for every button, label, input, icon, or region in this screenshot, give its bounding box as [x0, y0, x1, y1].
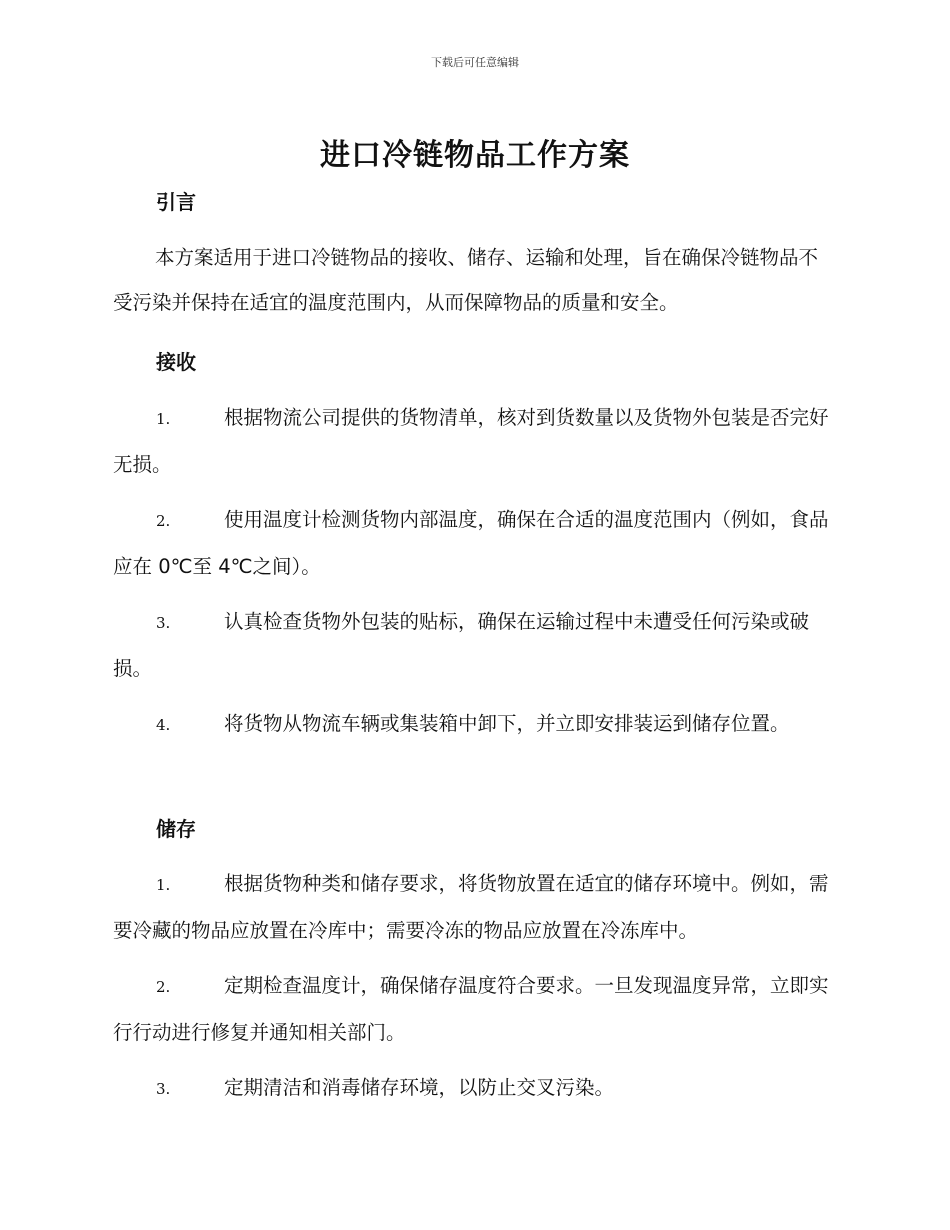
section-heading-receiving: 接收	[156, 350, 196, 374]
list-item-text: 将货物从物流车辆或集装箱中卸下，并立即安排装运到储存位置。	[224, 712, 790, 735]
list-item-number: 1.	[156, 410, 171, 428]
document-title: 进口冷链物品工作方案	[320, 138, 630, 173]
intro-paragraph	[113, 235, 835, 325]
list-item-number: 1.	[156, 876, 171, 894]
list-item-number: 3.	[156, 1080, 171, 1098]
section-heading-storage: 储存	[156, 817, 196, 841]
list-item	[113, 395, 835, 487]
list-item-text: 定期清洁和消毒储存环境，以防止交叉污染。	[224, 1076, 615, 1099]
list-item	[113, 1065, 835, 1112]
list-item	[113, 701, 835, 748]
intro-text: 本方案适用于进口冷链物品的接收、储存、运输和处理，旨在确保冷链物品不受污染并保持在适宜的温度范围内，从而保障物品的质量和安全。	[113, 246, 819, 314]
list-item-number: 2.	[156, 978, 171, 996]
section-heading-intro: 引言	[156, 190, 196, 214]
list-item-text: 根据货物种类和储存要求，将货物放置在适宜的储存环境中。例如，需要冷藏的物品应放置在冷库中；需要冷冻的物品应放置在冷冻库中。	[113, 872, 829, 942]
list-item-text: 定期检查温度计，确保储存温度符合要求。一旦发现温度异常，立即实行行动进行修复并通知相关部门。	[113, 974, 829, 1044]
list-item	[113, 497, 835, 589]
list-item-text: 使用温度计检测货物内部温度，确保在合适的温度范围内（例如，食品应在 0℃至 4℃之间）。	[113, 508, 829, 578]
list-item-text: 根据物流公司提供的货物清单，核对到货数量以及货物外包装是否完好无损。	[113, 406, 829, 476]
list-item-number: 4.	[156, 716, 171, 734]
list-item	[113, 861, 835, 953]
list-item	[113, 599, 835, 691]
list-item-number: 2.	[156, 512, 171, 530]
list-item-number: 3.	[156, 614, 171, 632]
header-note: 下载后可任意编辑	[431, 56, 519, 69]
list-item	[113, 963, 835, 1055]
list-item-text: 认真检查货物外包装的贴标，确保在运输过程中未遭受任何污染或破损。	[113, 610, 810, 680]
